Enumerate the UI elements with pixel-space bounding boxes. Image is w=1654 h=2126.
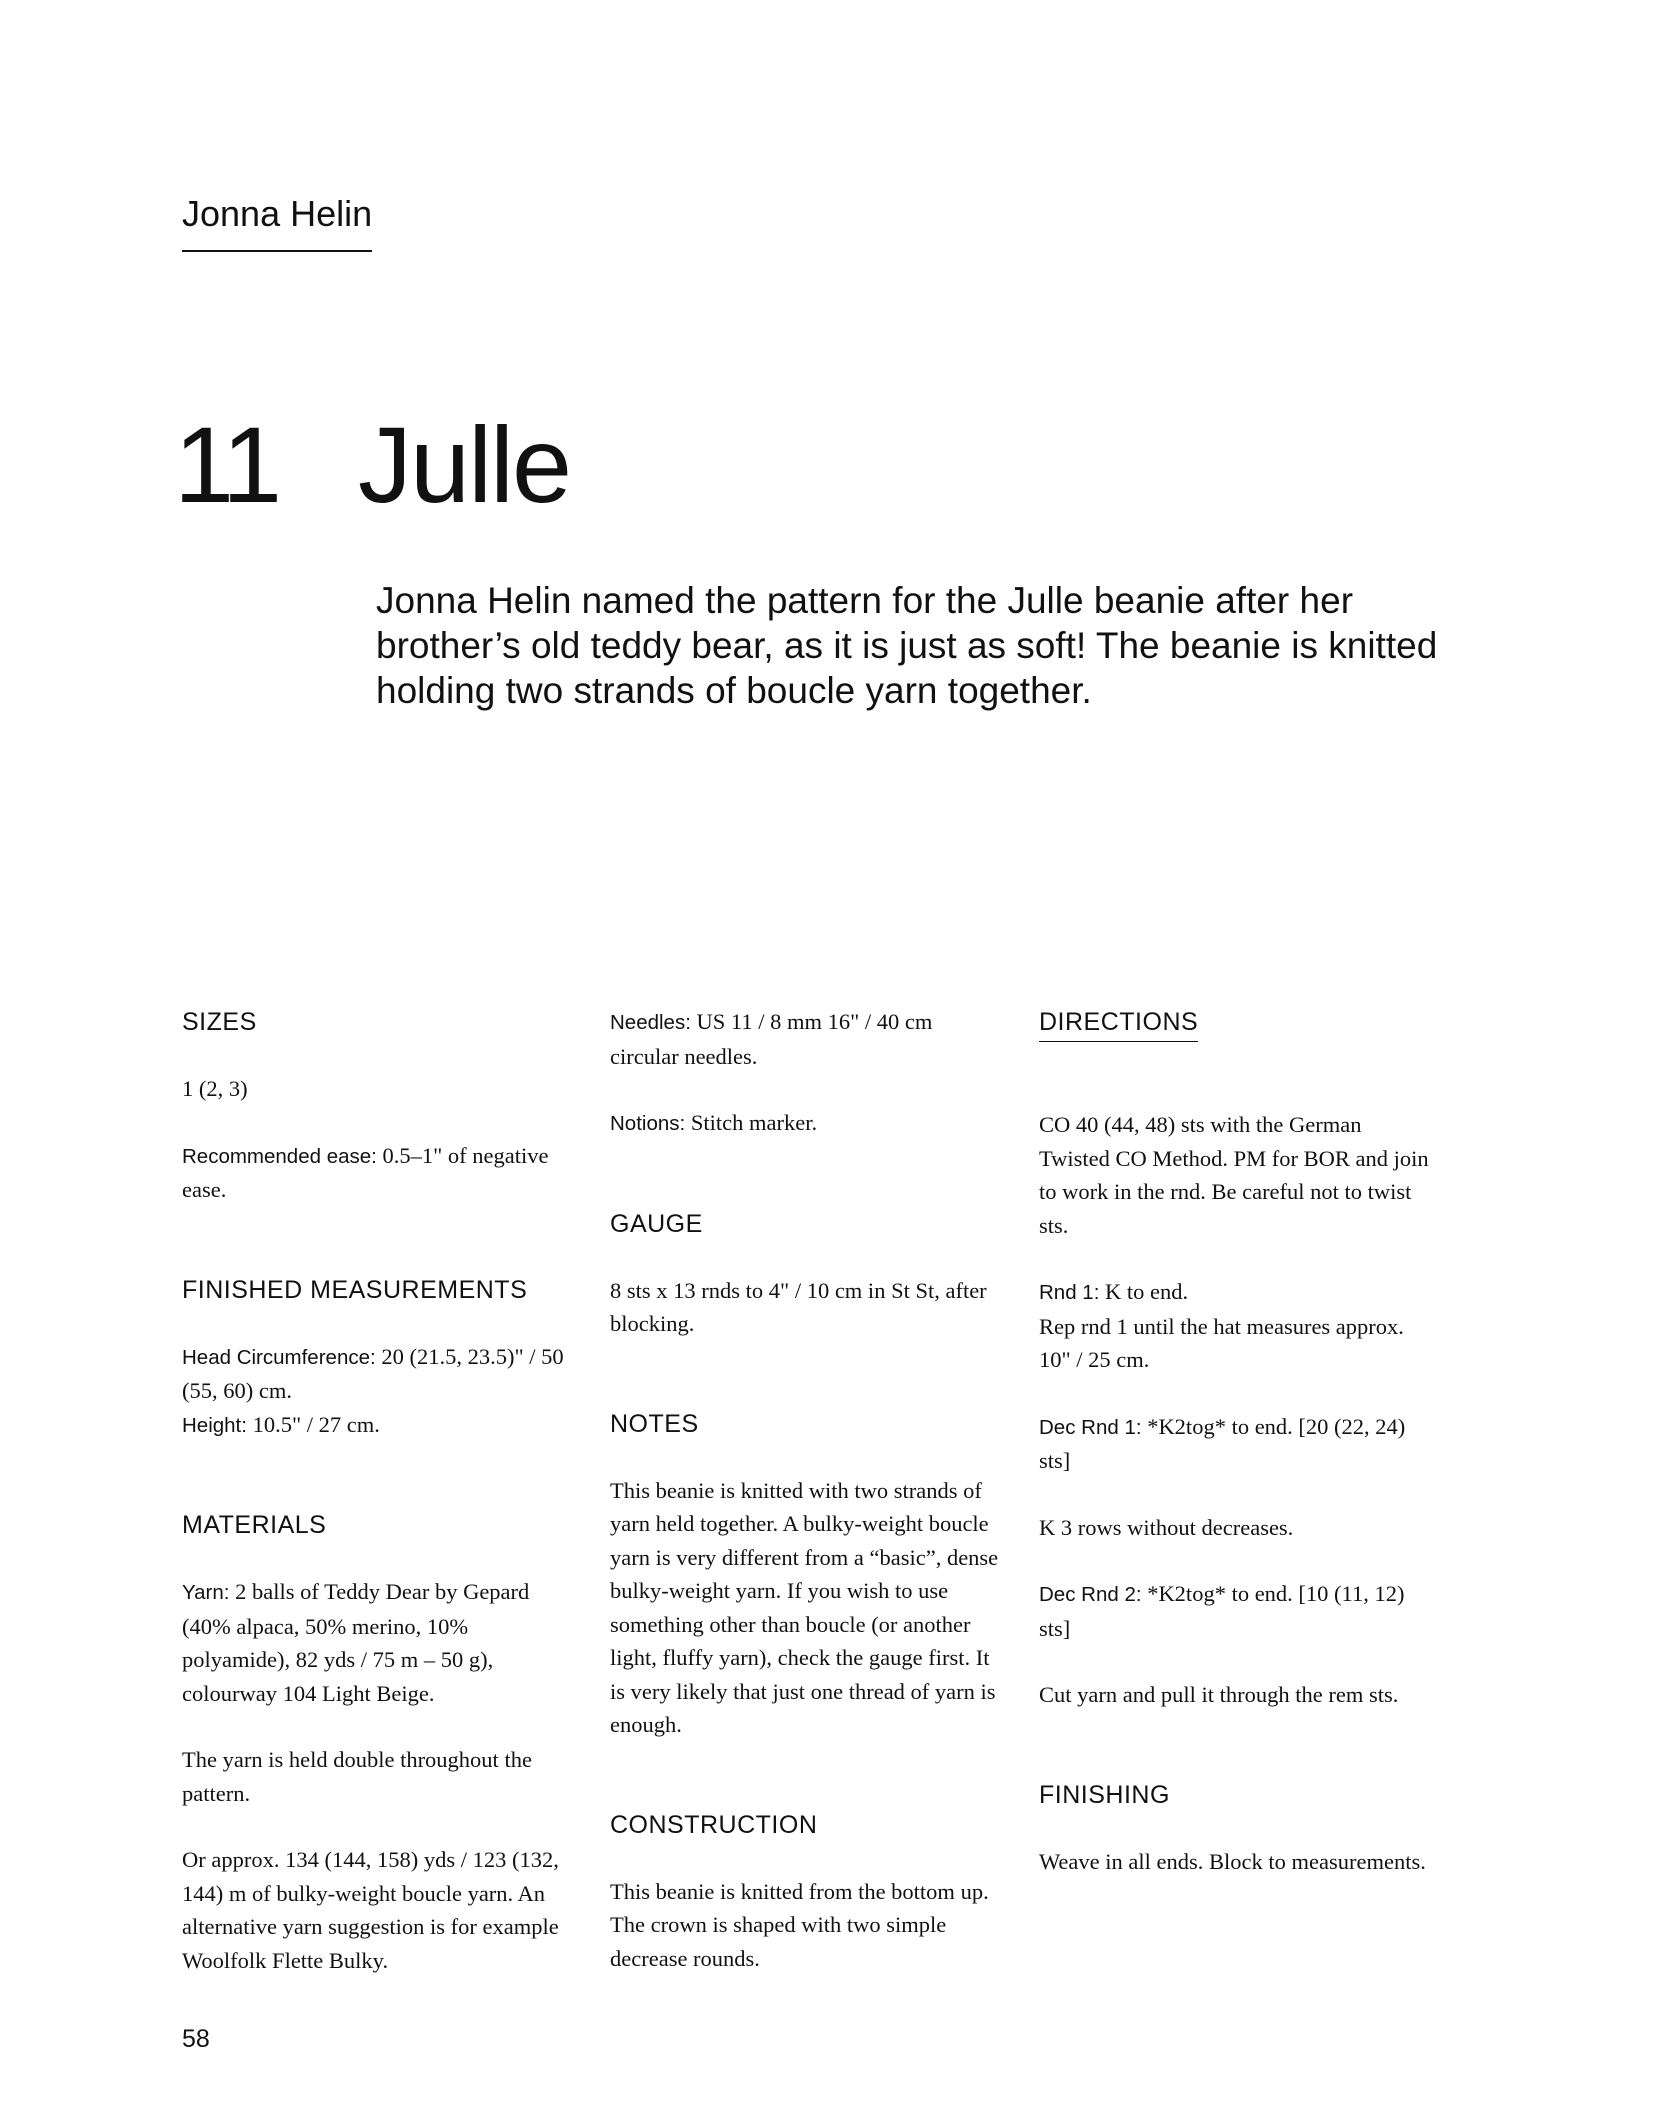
cut-yarn-text: Cut yarn and pull it through the rem sts.	[1039, 1682, 1399, 1707]
decrease-round-2	[1039, 1577, 1429, 1645]
needles	[610, 1005, 1000, 1073]
height-text: 10.5" / 27 cm.	[252, 1411, 380, 1437]
decrease-round-2-text: *K2tog* to end. [10 (11, 12) sts]	[1039, 1581, 1405, 1641]
head-circumference	[182, 1340, 572, 1408]
column-left	[182, 1005, 572, 1977]
yarn-label: Yarn:	[182, 1581, 230, 1604]
yarn-alternative: Or approx. 134 (144, 158) yds / 123 (132, 144) m of bulky-weight boucle yarn. An alternative yarn suggestion is for example Woolfolk Flette Bulky.	[182, 1847, 559, 1973]
height-label: Height:	[182, 1413, 247, 1437]
recommended-ease	[182, 1139, 572, 1207]
directions-heading: DIRECTIONS	[1039, 1005, 1198, 1042]
sizes-heading: SIZES	[182, 1008, 257, 1036]
needles-text: US 11 / 8 mm 16" / 40 cm circular needles.	[610, 1009, 933, 1069]
notions	[610, 1106, 1000, 1141]
notions-label: Notions:	[610, 1112, 686, 1135]
finished-measurements-heading: FINISHED MEASUREMENTS	[182, 1275, 528, 1304]
decrease-round-2-label: Dec Rnd 2:	[1039, 1583, 1142, 1606]
notes-text: This beanie is knitted with two strands of yarn held together. A bulky-weight boucle yarn is very different from a “basic”, dense bulky-weight yarn. If you wish to use something other than boucle (or another light, fluffy yarn), check the gauge first. It is very likely that just one thread of yarn is enough.	[610, 1477, 999, 1737]
cast-on-text: CO 40 (44, 48) sts with the German Twisted CO Method. PM for BOR and join to work in the rnd. Be careful not to twist sts.	[1039, 1112, 1429, 1238]
needles-label: Needles:	[610, 1011, 691, 1034]
decrease-round-1-text: *K2tog* to end. [20 (22, 24) sts]	[1039, 1413, 1406, 1473]
author-name: Jonna Helin	[182, 192, 372, 252]
ease-label: Recommended ease:	[182, 1144, 377, 1168]
round-1-text: K to end.	[1105, 1279, 1189, 1304]
decrease-round-1-label: Dec Rnd 1:	[1039, 1415, 1142, 1439]
ease-text: 0.5–1" of negative ease.	[182, 1142, 549, 1202]
column-middle	[610, 1005, 1000, 1975]
round-1-label: Rnd 1:	[1039, 1281, 1100, 1304]
notions-text: Stitch marker.	[690, 1110, 818, 1135]
height	[182, 1408, 572, 1443]
page-number: 58	[182, 2025, 210, 2053]
construction-heading: CONSTRUCTION	[610, 1810, 818, 1839]
gauge-heading: GAUGE	[610, 1209, 703, 1238]
head-circumference-text: 20 (21.5, 23.5)" / 50 (55, 60) cm.	[182, 1343, 564, 1403]
finishing-heading: FINISHING	[1039, 1780, 1170, 1809]
yarn-double-note: The yarn is held double throughout the pattern.	[182, 1747, 532, 1806]
gauge-text: 8 sts x 13 rnds to 4" / 10 cm in St St, after blocking.	[610, 1277, 987, 1336]
repeat-text: Rep rnd 1 until the hat measures approx. 10" / 25 cm.	[1039, 1313, 1404, 1372]
round-1	[1039, 1275, 1429, 1310]
rows-text: K 3 rows without decreases.	[1039, 1514, 1294, 1540]
materials-heading: MATERIALS	[182, 1511, 327, 1539]
finishing-text: Weave in all ends. Block to measurements.	[1039, 1848, 1426, 1874]
construction-text: This beanie is knitted from the bottom up. The crown is shaped with two simple decrease rounds.	[610, 1878, 989, 1971]
chapter-title: Julle	[358, 404, 571, 525]
yarn-text: 2 balls of Teddy Dear by Gepard (40% alpaca, 50% merino, 10% polyamide), 82 yds / 75 m – 50 g), colourway 104 Light Beige.	[182, 1579, 530, 1706]
yarn	[182, 1575, 572, 1710]
intro-paragraph: Jonna Helin named the pattern for the Julle beanie after her brother’s old teddy bear, as it is just as soft! The beanie is knitted holding two strands of boucle yarn together.	[376, 580, 1438, 711]
notes-heading: NOTES	[610, 1409, 699, 1438]
sizes-values: 1 (2, 3)	[182, 1076, 248, 1101]
head-circumference-label: Head Circumference:	[182, 1345, 376, 1369]
decrease-round-1	[1039, 1410, 1429, 1478]
chapter-number: 11	[174, 404, 279, 525]
column-right	[1039, 1005, 1429, 1878]
